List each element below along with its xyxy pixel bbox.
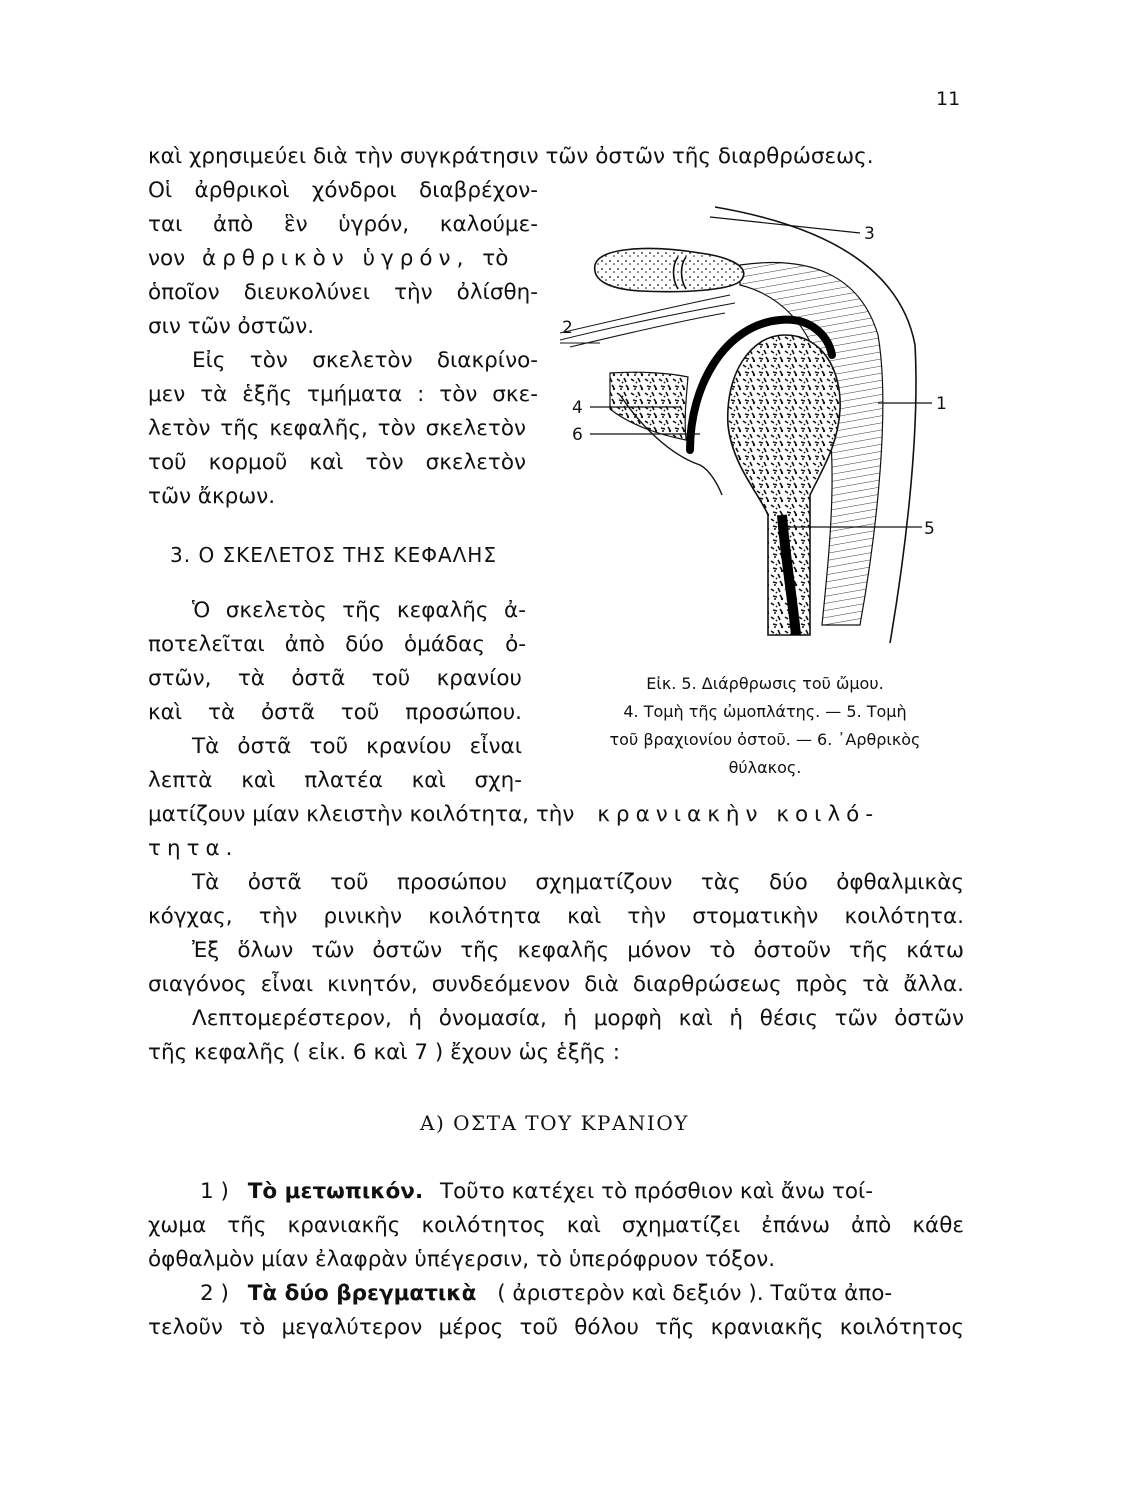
text-line: σιν τῶν ὀστῶν. (148, 314, 315, 339)
figure-label-5: 5 (924, 519, 935, 539)
page-number: 11 (936, 88, 961, 110)
text-line: λεπτὰ καὶ πλατέα καὶ σχη- (148, 768, 522, 793)
item-number: 2 ) (200, 1281, 229, 1306)
text-fragment: τὸ (482, 246, 509, 271)
text-line: Εἰς τὸν σκελετὸν διακρίνο- (192, 348, 538, 373)
emphasis-term: ἀρθρικὸν ὑγρόν, (202, 246, 470, 271)
text-fragment: νον (148, 246, 186, 271)
shoulder-joint-figure (560, 195, 980, 655)
text-line: ποτελεῖται ἀπὸ δύο ὁμάδας ὀ- (148, 632, 526, 657)
item-term: Τὸ μετωπικόν. (247, 1179, 424, 1204)
figure-label-1: 1 (936, 394, 947, 414)
text-line: Οἱ ἀρθρικοὶ χόνδροι διαβρέχον- (148, 178, 538, 203)
figure-label-3: 3 (864, 224, 875, 244)
humerus-section (728, 335, 840, 635)
tendon-fibres (560, 295, 735, 347)
figure-caption-line: θύλακος. (728, 758, 802, 777)
text-line: μεν τὰ ἑξῆς τμήματα : τὸν σκε- (148, 382, 538, 407)
subsection-heading: Α) ΟΣΤΑ ΤΟΥ ΚΡΑΝΙΟΥ (420, 1111, 689, 1135)
text-line: καὶ τὰ ὀστᾶ τοῦ προσώπου. (148, 700, 522, 725)
acromion (595, 249, 744, 292)
text-line: τοῦ κορμοῦ καὶ τὸν σκελετὸν (148, 450, 526, 475)
text-line: στῶν, τὰ ὀστᾶ τοῦ κρανίου (148, 666, 522, 691)
text-line: ὀφθαλμὸν μίαν ἐλαφρὰν ὑπέγερσιν, τὸ ὑπερόφρυον τόξον. (148, 1247, 776, 1272)
text-line: τῶν ἄκρων. (148, 484, 276, 509)
emphasis-term: κρανιακὴν κοιλό- (597, 802, 880, 827)
text-line: σιαγόνος εἶναι κινητόν, συνδεόμενον διὰ διαρθρώσεως πρὸς τὰ ἄλλα. (148, 972, 964, 997)
text-line: Ἐξ ὅλων τῶν ὀστῶν τῆς κεφαλῆς μόνον τὸ ὀστοῦν τῆς κάτω (192, 938, 964, 963)
list-item-line (200, 1279, 964, 1309)
figure-label-6: 6 (572, 425, 583, 445)
text-fragment: ( ἀριστερὸν καὶ δεξιόν ). Ταῦτα ἀπο- (497, 1281, 893, 1306)
text-line: τητα. (148, 836, 239, 861)
item-number: 1 ) (200, 1179, 229, 1204)
text-line: χωμα τῆς κρανιακῆς κοιλότητος καὶ σχηματίζει ἐπάνω ἀπὸ κάθε (148, 1213, 964, 1238)
figure-label-4: 4 (572, 398, 583, 418)
text-line: κόγχας, τὴν ρινικὴν κοιλότητα καὶ τὴν στοματικὴν κοιλότητα. (148, 904, 964, 929)
text-line (148, 244, 538, 274)
text-line: Ὁ σκελετὸς τῆς κεφαλῆς ἀ- (192, 598, 526, 623)
text-line: ὁποῖον διευκολύνει τὴν ὀλίσθη- (148, 280, 538, 305)
text-line: τῆς κεφαλῆς ( εἰκ. 6 καὶ 7 ) ἔχουν ὡς ἑξῆς : (148, 1040, 621, 1065)
text-line (148, 800, 964, 830)
text-line: λετὸν τῆς κεφαλῆς, τὸν σκελετὸν (148, 416, 526, 441)
text-line: ται ἀπὸ ἓν ὑγρόν, καλούμε- (148, 212, 538, 237)
text-line: Τὰ ὀστᾶ τοῦ προσώπου σχηματίζουν τὰς δύο ὀφθαλμικὰς (192, 870, 964, 895)
text-line: καὶ χρησιμεύει διὰ τὴν συγκράτησιν τῶν ὀστῶν τῆς διαρθρώσεως. (148, 144, 874, 169)
figure-caption-line: Εἰκ. 5. Διάρθρωσις τοῦ ὤμου. (646, 674, 884, 693)
text-fragment: Τοῦτο κατέχει τὸ πρόσθιον καὶ ἄνω τοί- (439, 1179, 874, 1204)
figure-label-2: 2 (562, 318, 573, 338)
list-item-line (200, 1177, 964, 1207)
figure-caption-line: 4. Τομὴ τῆς ὠμοπλάτης. — 5. Τομὴ (623, 702, 907, 721)
text-fragment: ματίζουν μίαν κλειστὴν κοιλότητα, τὴν (148, 802, 575, 827)
text-line: Τὰ ὀστᾶ τοῦ κρανίου εἶναι (192, 734, 522, 759)
text-line: τελοῦν τὸ μεγαλύτερον μέρος τοῦ θόλου τῆς κρανιακῆς κοιλότητος (148, 1315, 964, 1340)
text-line: Λεπτομερέστερον, ἡ ὀνομασία, ἡ μορφὴ καὶ ἡ θέσις τῶν ὀστῶν (192, 1006, 964, 1031)
item-term: Τὰ δύο βρεγματικὰ (247, 1281, 477, 1306)
figure-caption-line: τοῦ βραχιονίου ὀστοῦ. — 6. ᾿Αρθρικὸς (609, 730, 921, 749)
section-heading: 3. Ο ΣΚΕΛΕΤΟΣ ΤΗΣ ΚΕΦΑΛΗΣ (170, 543, 497, 567)
